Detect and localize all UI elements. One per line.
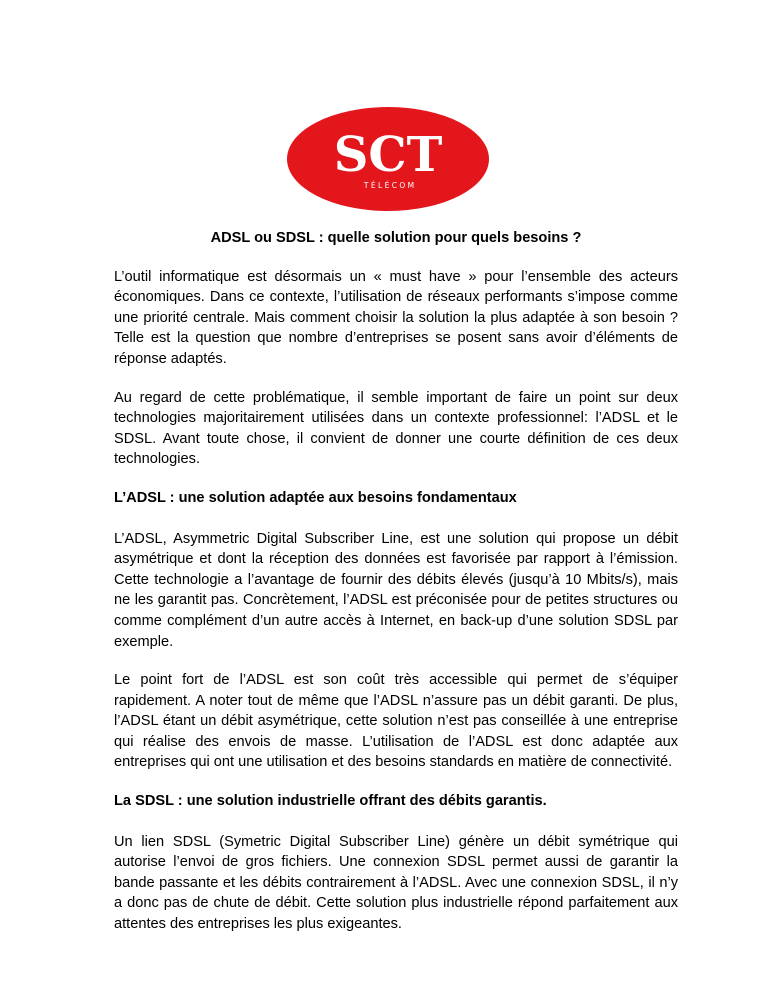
sct-telecom-logo: [286, 106, 490, 212]
logo-graphic: [286, 106, 490, 212]
intro-paragraph-1: L’outil informatique est désormais un « must have » pour l’ensemble des acteurs économiques. Dans ce contexte, l’utilisation de réseaux performants s’impose comme une priorité centrale. Mais comment choisir la solution la plus adaptée à son besoin ? Telle est la question que nombre d’entreprises se posent sans avoir d’éléments de réponse adaptés.: [114, 268, 678, 367]
intro-paragraph-2: Au regard de cette problématique, il semble important de faire un point sur deux technologies majoritairement utilisées dans un contexte professionnel: l’ADSL et le SDSL. Avant toute chose, il convient de donner une courte définition de ces deux technologies.: [114, 389, 678, 468]
document-body: [114, 228, 678, 953]
document-title: ADSL ou SDSL : quelle solution pour quels besoins ?: [210, 230, 582, 246]
section-heading-sdsl: La SDSL : une solution industrielle offrant des débits garantis.: [114, 793, 547, 810]
adsl-paragraph-2: Le point fort de l’ADSL est son coût très accessible qui permet de s’équiper rapidement. A noter tout de même que l’ADSL n’assure pas un débit garanti. De plus, l’ADSL étant un débit asymétrique, cette solution n’est pas conseillée à une entreprise qui réalise des envois de masse. L’utilisation de l’ADSL est donc adaptée aux entreprises qui ont une utilisation et des besoins standards en matière de connectivité.: [114, 672, 678, 771]
logo-brand-text: SCT: [333, 127, 443, 183]
logo-sub-text: T É L É C O M: [363, 181, 415, 190]
sdsl-paragraph-1: Un lien SDSL (Symetric Digital Subscriber Line) génère un débit symétrique qui autorise l’envoi de gros fichiers. Une connexion SDSL permet aussi de garantir la bande passante et les débits contrairement à l’ADSL. Avec une connexion SDSL, il n’y a donc pas de chute de débit. Cette solution plus industrielle répond parfaitement aux attentes des entreprises les plus exigeantes.: [114, 833, 678, 933]
section-heading-adsl: L’ADSL : une solution adaptée aux besoins fondamentaux: [114, 489, 517, 506]
adsl-paragraph-1: L’ADSL, Asymmetric Digital Subscriber Line, est une solution qui propose un débit asymétrique et dont la réception des données est favorisée par rapport à l’émission. Cette technologie a l’avantage de fournir des débits élevés (jusqu’à 10 Mbits/s), mais ne les garantit pas. Concrètement, l’ADSL est préconisée pour de petites structures ou comme complément d’un autre accès à Internet, en back-up d’une solution SDSL par exemple.: [114, 530, 678, 650]
